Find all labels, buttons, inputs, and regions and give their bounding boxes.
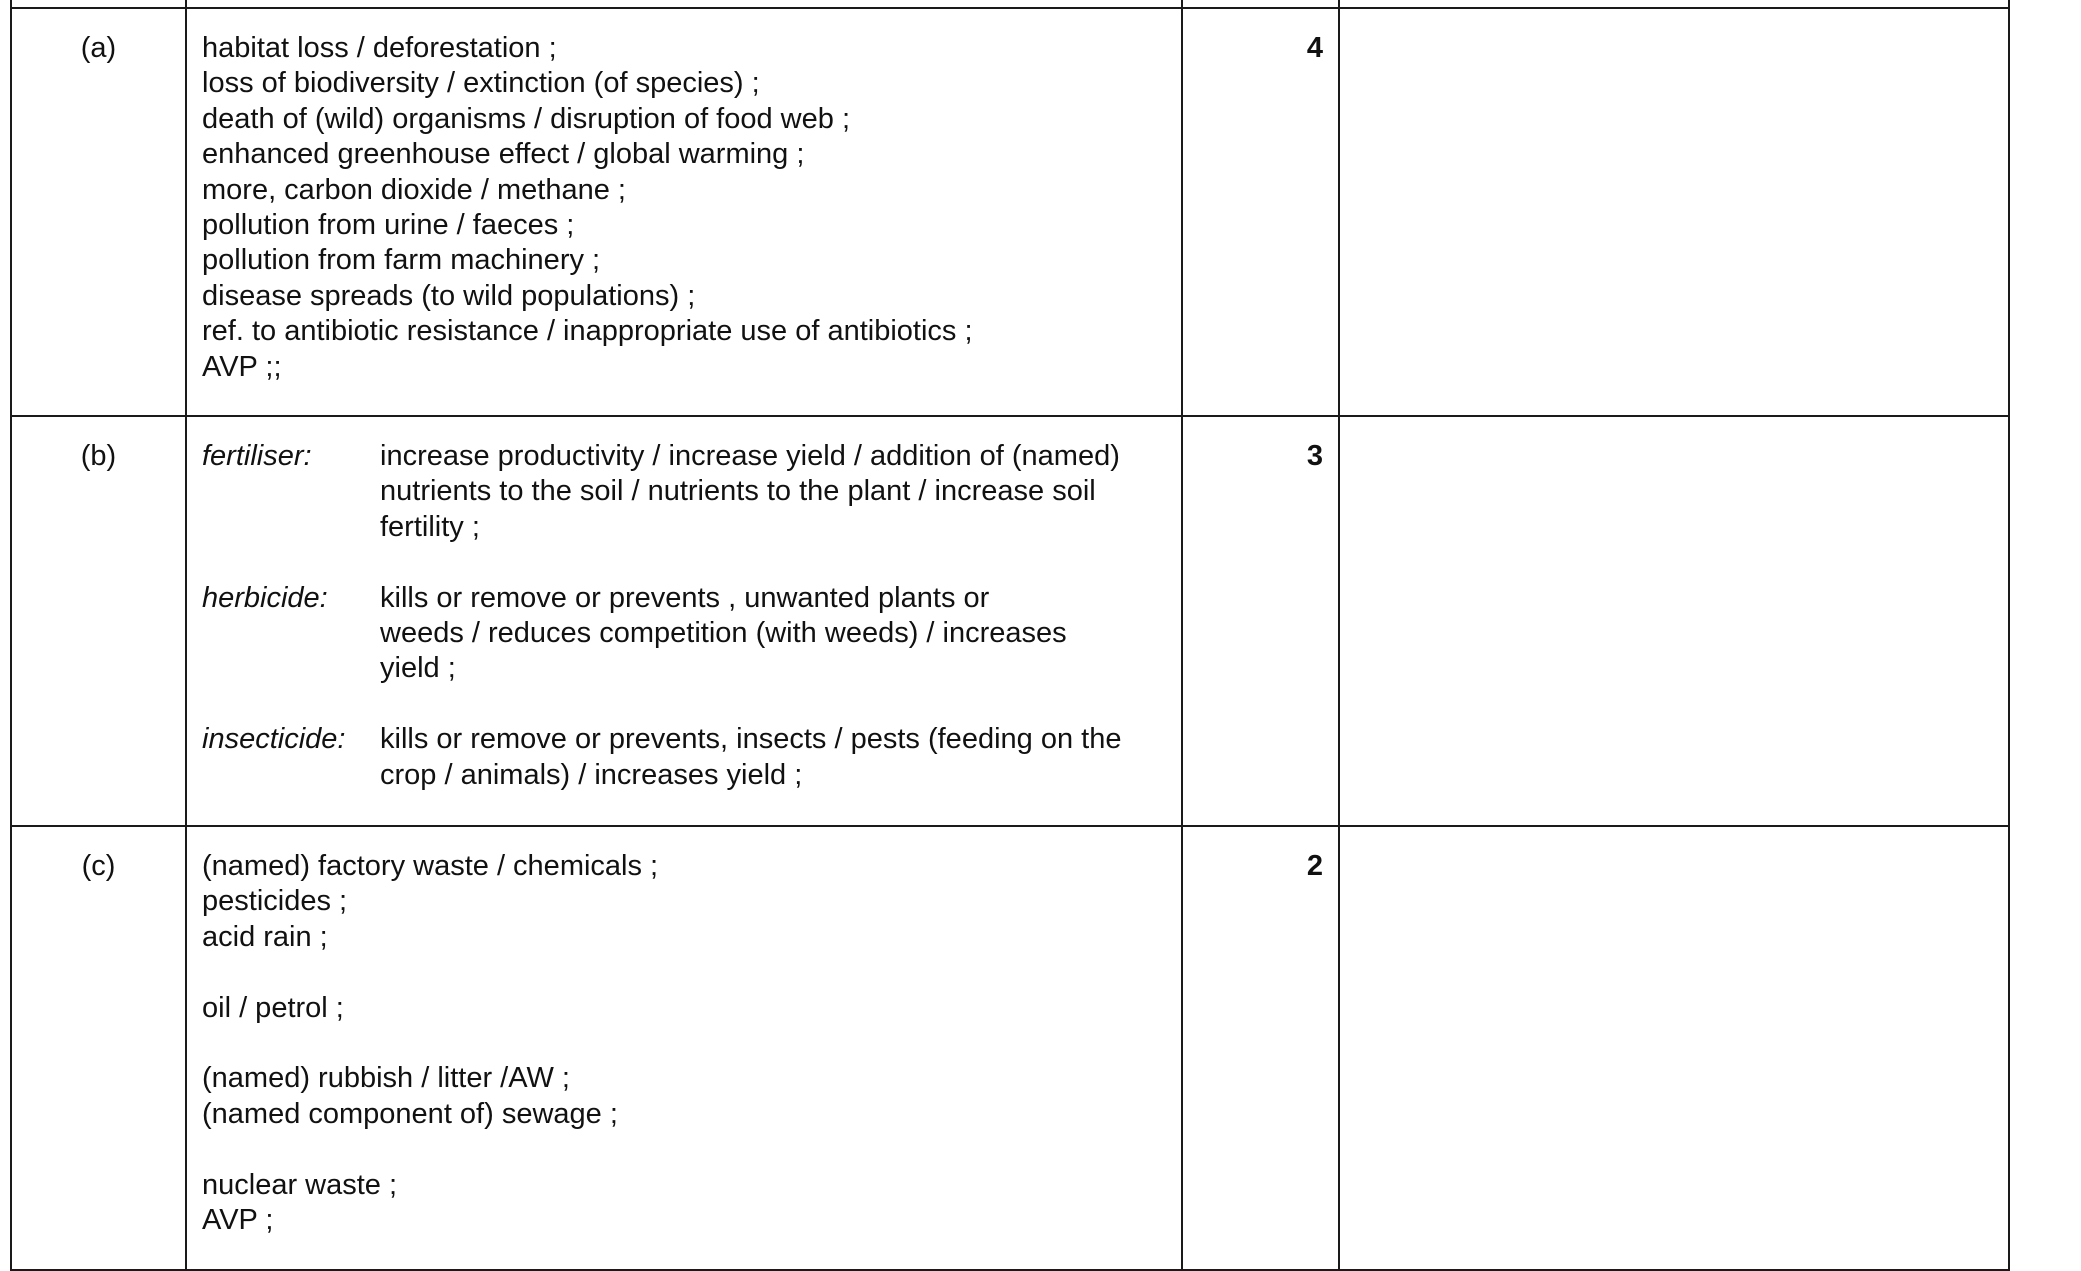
table-top-edge xyxy=(11,0,2009,8)
insecticide-entry xyxy=(202,722,1181,793)
answer-point: AVP ; xyxy=(202,1204,274,1237)
question-label: (a) xyxy=(11,8,186,416)
description-line: kills or remove or prevents , unwanted plants or xyxy=(380,581,990,614)
answer-point: loss of biodiversity / extinction (of species) ; xyxy=(202,67,760,100)
spacer xyxy=(202,687,1181,722)
answer-cell xyxy=(186,416,1182,826)
answer-point: acid rain ; xyxy=(202,920,328,953)
answer-point: enhanced greenhouse effect / global warming ; xyxy=(202,138,805,171)
answer-point: (named) factory waste / chemicals ; xyxy=(202,850,659,882)
use-term: insecticide: xyxy=(202,723,346,756)
fertiliser-entry xyxy=(202,439,1181,545)
answer-point: oil / petrol ; xyxy=(202,991,344,1024)
guidance-cell xyxy=(1339,826,2009,1270)
guidance-cell xyxy=(1339,8,2009,416)
answer-point: pollution from urine / faeces ; xyxy=(202,209,575,242)
spacer xyxy=(202,955,1181,990)
description-line: nutrients to the soil / nutrients to the plant / increase soil xyxy=(380,475,1096,508)
spacer xyxy=(202,1132,1181,1167)
spacer xyxy=(202,1026,1181,1061)
answer-cell xyxy=(186,8,1182,416)
table-row xyxy=(11,826,2009,1270)
marks-value: 3 xyxy=(1182,416,1339,826)
answer-point: disease spreads (to wild populations) ; xyxy=(202,279,696,312)
answer-point: AVP ;; xyxy=(202,350,282,383)
answer-point: (named component of) sewage ; xyxy=(202,1097,618,1130)
use-description xyxy=(380,581,1181,687)
use-description xyxy=(380,439,1181,545)
herbicide-entry xyxy=(202,581,1181,687)
answer-point: (named) rubbish / litter /AW ; xyxy=(202,1062,570,1095)
answer-point: death of (wild) organisms / disruption of food web ; xyxy=(202,102,850,135)
description-line: kills or remove or prevents, insects / pests (feeding on the xyxy=(380,723,1122,756)
answer-point: pollution from farm machinery ; xyxy=(202,244,601,277)
marks-value: 4 xyxy=(1182,8,1339,416)
use-term: herbicide: xyxy=(202,581,328,614)
answer-point: habitat loss / deforestation ; xyxy=(202,32,557,64)
answer-point: more, carbon dioxide / methane ; xyxy=(202,173,626,206)
question-label: (c) xyxy=(11,826,186,1270)
marks-value: 2 xyxy=(1182,826,1339,1270)
answer-cell xyxy=(186,826,1182,1270)
answer-point: nuclear waste ; xyxy=(202,1168,398,1201)
table-row xyxy=(11,416,2009,826)
answer-point: pesticides ; xyxy=(202,885,348,918)
guidance-cell xyxy=(1339,416,2009,826)
description-line: crop / animals) / increases yield ; xyxy=(380,758,803,791)
description-line: fertility ; xyxy=(380,510,480,543)
mark-scheme-table xyxy=(10,0,2010,1271)
spacer xyxy=(202,545,1181,580)
table-row xyxy=(11,8,2009,416)
answer-point: ref. to antibiotic resistance / inappropriate use of antibiotics ; xyxy=(202,315,973,348)
description-line: yield ; xyxy=(380,652,456,685)
mark-scheme-page xyxy=(10,0,2008,1237)
description-line: weeds / reduces competition (with weeds) / increases xyxy=(380,617,1067,650)
description-line: increase productivity / increase yield / addition of (named) xyxy=(380,440,1120,472)
use-description xyxy=(380,722,1181,793)
use-term: fertiliser: xyxy=(202,440,312,472)
question-label: (b) xyxy=(11,416,186,826)
